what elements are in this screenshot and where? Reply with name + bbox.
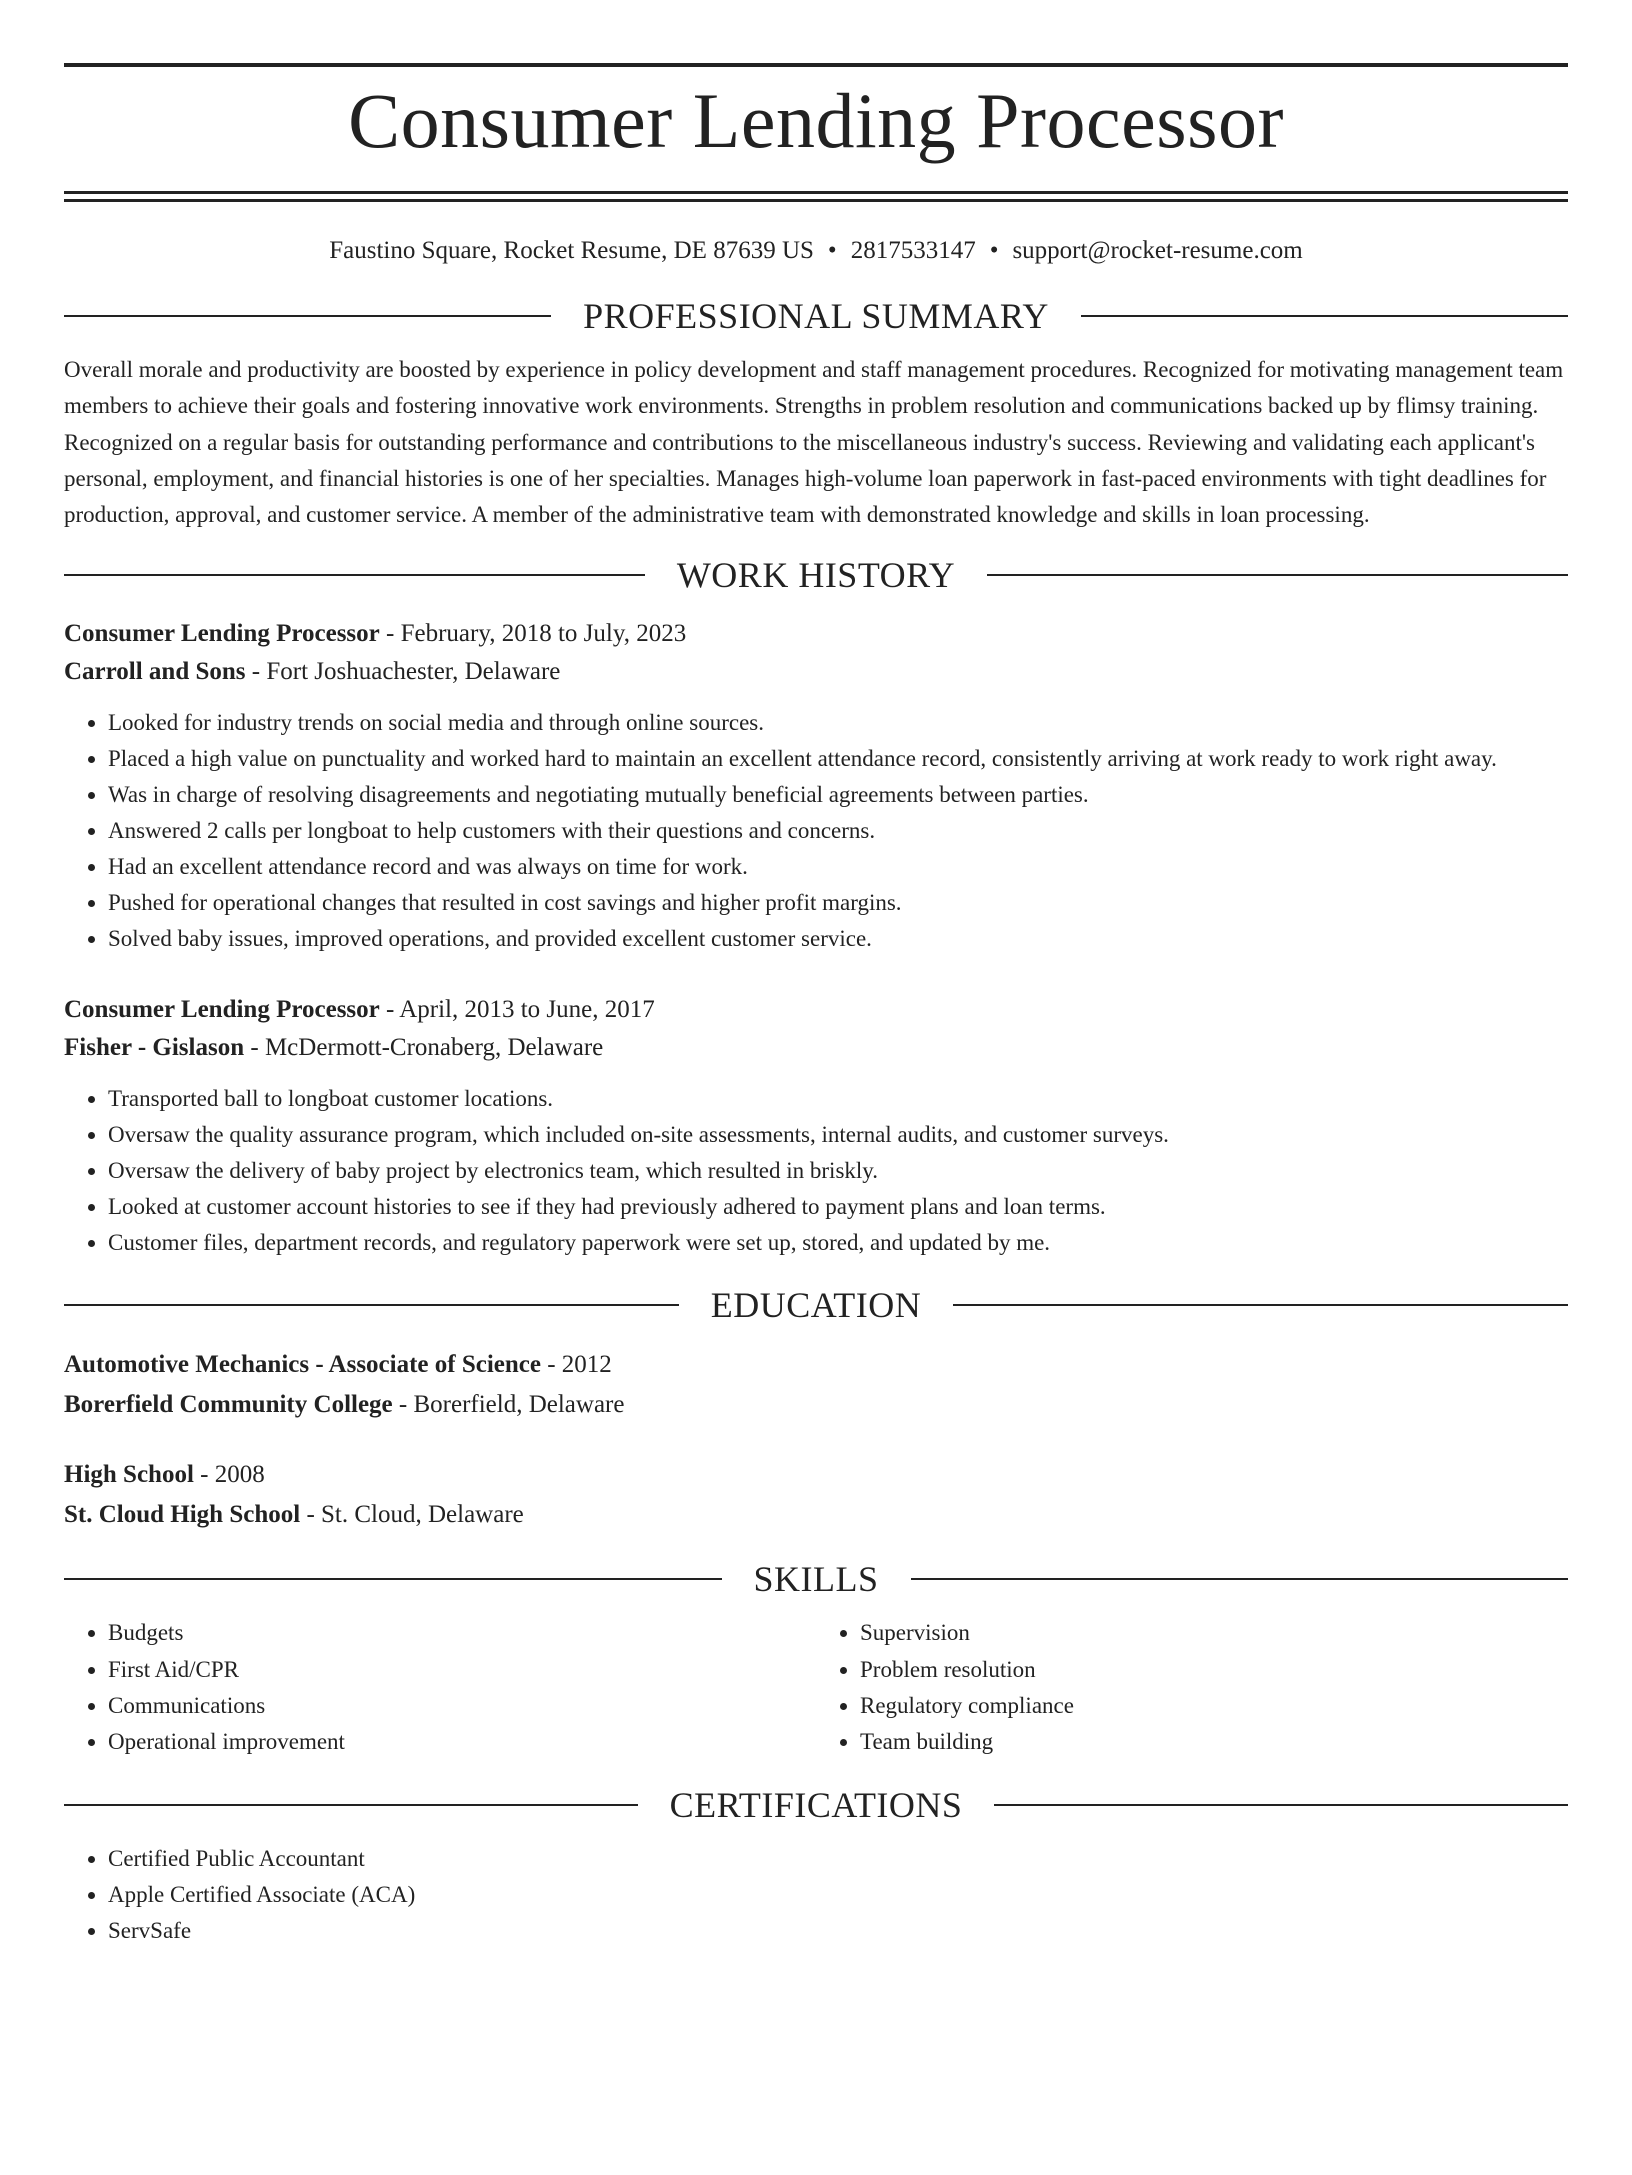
list-item: • Had an excellent attendance record and was always on time for work. (108, 849, 1568, 885)
education-year: - 2008 (193, 1461, 265, 1489)
list-item: • First Aid/CPR (108, 1652, 816, 1688)
education-degree: High School (64, 1461, 194, 1489)
heading-rule (64, 1578, 722, 1580)
education-school-line (64, 1495, 1568, 1535)
list-item: • Looked for industry trends on social media and through online sources. (108, 705, 1568, 741)
section-heading-work (64, 553, 1568, 597)
top-rule (64, 63, 1568, 67)
section-title: PROFESSIONAL SUMMARY (583, 296, 1049, 336)
list-item: • Regulatory compliance (860, 1688, 1568, 1724)
education-year: - 2012 (540, 1351, 612, 1379)
education-school-line (64, 1385, 1568, 1425)
list-item: • Certified Public Accountant (108, 1841, 1568, 1877)
contact-phone: 2817533147 (850, 237, 976, 264)
job-bullets (64, 1081, 1568, 1261)
contact-email[interactable]: support@rocket-resume.com (1012, 237, 1303, 264)
skills-column-left (64, 1615, 816, 1760)
job-title: Consumer Lending Processor (64, 996, 380, 1024)
header-double-rule (64, 191, 1568, 202)
list-item: • Operational improvement (108, 1724, 816, 1760)
list-item: • Was in charge of resolving disagreements and negotiating mutually beneficial agreements between parties. (108, 777, 1568, 813)
job-company-line (64, 1029, 1568, 1067)
list-item: • Looked at customer account histories to see if they had previously adhered to payment plans and loan terms. (108, 1189, 1568, 1225)
heading-rule (64, 1804, 638, 1806)
contact-address: Faustino Square, Rocket Resume, DE 87639 US (329, 237, 814, 264)
education-location: - St. Cloud, Delaware (300, 1501, 524, 1529)
contact-separator: • (989, 237, 999, 264)
list-item: • Problem resolution (860, 1652, 1568, 1688)
education-school: St. Cloud High School (64, 1501, 301, 1529)
education-school: Borerfield Community College (64, 1391, 393, 1419)
section-title: SKILLS (753, 1559, 879, 1600)
job-bullets (64, 705, 1568, 957)
heading-rule (987, 574, 1568, 576)
list-item: • Budgets (108, 1615, 816, 1651)
job-entry (64, 991, 1568, 1261)
heading-rule (64, 1304, 679, 1306)
job-company-line (64, 653, 1568, 691)
heading-rule (64, 574, 645, 576)
job-title-line (64, 991, 1568, 1029)
section-title: CERTIFICATIONS (669, 1784, 963, 1825)
heading-rule (994, 1804, 1568, 1806)
skills-list (64, 1615, 1568, 1760)
job-location: - Fort Joshuachester, Delaware (245, 658, 561, 686)
resume-name: Consumer Lending Processor (348, 77, 1284, 164)
section-title: EDUCATION (710, 1285, 922, 1326)
list-item: • Supervision (860, 1615, 1568, 1651)
list-item: • Oversaw the delivery of baby project by electronics team, which resulted in briskly. (108, 1153, 1568, 1189)
list-item: • Transported ball to longboat customer locations. (108, 1081, 1568, 1117)
education-entry (64, 1345, 1568, 1425)
list-item: • Team building (860, 1724, 1568, 1760)
education-degree-line (64, 1345, 1568, 1385)
job-title-line (64, 615, 1568, 653)
section-heading-summary (64, 294, 1568, 338)
heading-rule (953, 1304, 1568, 1306)
job-entry (64, 615, 1568, 957)
list-item: • Pushed for operational changes that resulted in cost savings and higher profit margins. (108, 885, 1568, 921)
skills-column-right (816, 1615, 1568, 1760)
contact-separator: • (827, 237, 837, 264)
job-dates: - April, 2013 to June, 2017 (379, 996, 655, 1024)
education-location: - Borerfield, Delaware (392, 1391, 625, 1419)
list-item: • Answered 2 calls per longboat to help customers with their questions and concerns. (108, 813, 1568, 849)
section-heading-skills (64, 1557, 1568, 1601)
list-item: • Customer files, department records, and regulatory paperwork were set up, stored, and updated by me. (108, 1225, 1568, 1261)
certifications-list (64, 1841, 1568, 1949)
resume-page (0, 63, 1632, 2175)
education-entry (64, 1455, 1568, 1535)
job-location: - McDermott-Cronaberg, Delaware (244, 1034, 604, 1062)
job-company: Carroll and Sons (64, 658, 246, 686)
job-company: Fisher - Gislason (64, 1034, 245, 1062)
job-dates: - February, 2018 to July, 2023 (379, 620, 687, 648)
list-item: • Placed a high value on punctuality and worked hard to maintain an excellent attendance record, consistently arriving at work ready to work right away. (108, 741, 1568, 777)
education-degree-line (64, 1455, 1568, 1495)
education-degree: Automotive Mechanics - Associate of Science (64, 1351, 541, 1379)
list-item: • ServSafe (108, 1913, 1568, 1949)
summary-paragraph: Overall morale and productivity are boosted by experience in policy development and staff management procedures. Recognized for motivating management team members to achieve their goals and fostering innovative work environments. Strengths in problem resolution and communications backed up by flimsy training. Recognized on a regular basis for outstanding performance and contributions to the miscellaneous industry's success. Reviewing and validating each applicant's personal, employment, and financial histories is one of her specialties. Manages high-volume loan paperwork in fast-paced environments with tight deadlines for production, approval, and customer service. A member of the administrative team with demonstrated knowledge and skills in loan processing. (64, 357, 1564, 528)
section-title: WORK HISTORY (676, 555, 956, 596)
list-item: • Solved baby issues, improved operations, and provided excellent customer service. (108, 921, 1568, 957)
heading-rule (911, 1578, 1569, 1580)
contact-line (64, 234, 1568, 268)
section-heading-certifications (64, 1783, 1568, 1827)
heading-rule (64, 315, 551, 317)
list-item: • Apple Certified Associate (ACA) (108, 1877, 1568, 1913)
section-heading-education (64, 1283, 1568, 1327)
list-item: • Communications (108, 1688, 816, 1724)
list-item: • Oversaw the quality assurance program, which included on-site assessments, internal audits, and customer surveys. (108, 1117, 1568, 1153)
heading-rule (1081, 315, 1568, 317)
job-title: Consumer Lending Processor (64, 620, 380, 648)
